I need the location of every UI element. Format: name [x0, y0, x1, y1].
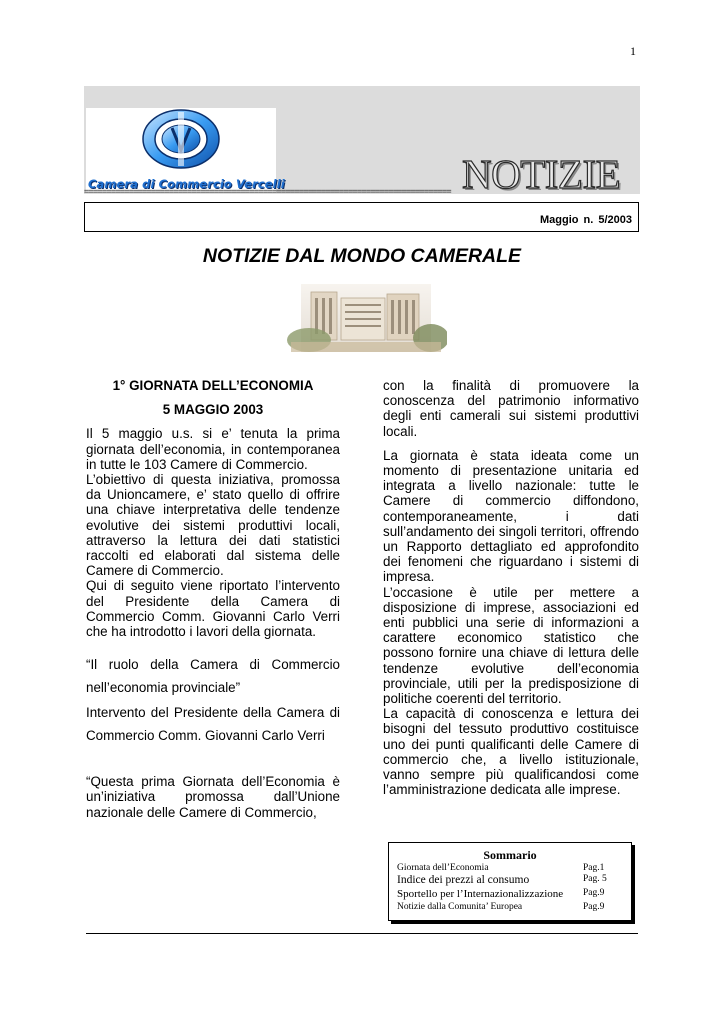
masthead-rule: ==================================================================================	[84, 188, 451, 197]
sommario-item-label: Sportello per l’Internazionalizzazione	[397, 888, 564, 900]
article-left-column	[86, 378, 340, 820]
sommario-item-page: Pag.9	[583, 902, 605, 912]
article-heading: 1° GIORNATA DELL’ECONOMIA	[112, 378, 314, 393]
sommario-item-page: Pag.1	[583, 863, 605, 873]
article-date: 5 MAGGIO 2003	[162, 402, 264, 418]
sommario-title: Sommario	[483, 848, 537, 862]
building-photo	[281, 284, 447, 352]
issue-box	[84, 202, 639, 232]
sommario-item-label: Indice dei prezzi al consumo	[397, 874, 530, 886]
intervention-line: Intervento del Presidente della Camera di Commercio Comm. Giovanni Carlo Verri	[86, 705, 340, 744]
logo-text: Camera di Commercio Vercelli	[88, 177, 285, 191]
quote-start: “Questa prima Giornata dell’Economia è un’iniziativa promossa dall’Unione nazionale delle Camere di Commercio,	[86, 774, 340, 820]
article-paragraph: Qui di seguito viene riportato l’intervento del Presidente della Camera di Commercio Comm. Giovanni Carlo Verri che ha introdotto i lavori della giornata.	[86, 578, 340, 640]
issue-label: Maggio n. 5/2003	[539, 214, 632, 226]
article-paragraph: con la finalità di promuovere la conoscenza del patrimonio informativo degli enti camerali sui sistemi produttivi locali.	[383, 378, 639, 439]
article-paragraph: L’obiettivo di questa iniziativa, promossa da Unioncamere, e’ stato quello di offrire una chiave interpretativa delle tendenze evolutive dei sistemi produttivi locali, attraverso la lettura dei dati statistici raccolti ed elaborati dal sistema delle Camere di Commercio.	[86, 472, 340, 579]
quote-title: “Il ruolo della Camera di Commercio nell’economia provinciale”	[86, 657, 340, 696]
article-right-column	[383, 378, 639, 797]
sommario-box	[388, 842, 632, 921]
article-paragraph: L’occasione è utile per mettere a disposizione di imprese, associazioni ed enti pubblici una serie di informazioni a carattere economico statistico che possono fornire una chiave di lettura delle tendenze evolutive dell’economia provinciale, utili per la predisposizione di politiche coerenti del territorio.	[383, 584, 639, 707]
sommario-item-label: Notizie dalla Comunita’ Europea	[397, 902, 523, 912]
chamber-logo-icon	[140, 108, 222, 170]
section-title: NOTIZIE DAL MONDO CAMERALE	[202, 245, 522, 267]
masthead-title: NOTIZIE	[462, 151, 621, 197]
sommario-item-page: Pag. 5	[583, 874, 607, 884]
article-paragraph: La capacità di conoscenza e lettura dei bisogni del tessuto produttivo costituisce uno dei punti qualificanti delle Camere di commercio che, a livello istituzionale, vanno sempre più qualificandosi come l’amministrazione dedicata alle imprese.	[383, 706, 639, 798]
page-number: 1	[630, 44, 636, 58]
footer-rule	[86, 933, 638, 934]
article-paragraph: Il 5 maggio u.s. si e’ tenuta la prima giornata dell’economia, in contemporanea in tutte le 103 Camere di Commercio.	[86, 426, 340, 472]
article-paragraph: La giornata è stata ideata come un momento di presentazione unitaria ed integrata a livello nazionale: tutte le Camere di commercio diffondono, contemporaneamente, i dati sull’andamento dei singoli territori, offrendo un Rapporto dettagliato ed approfondito dei fenomeni che riguardano i sistemi di impresa.	[383, 447, 639, 585]
sommario-item-label: Giornata dell’Economia	[397, 863, 489, 873]
sommario-item-page: Pag.9	[583, 888, 605, 898]
